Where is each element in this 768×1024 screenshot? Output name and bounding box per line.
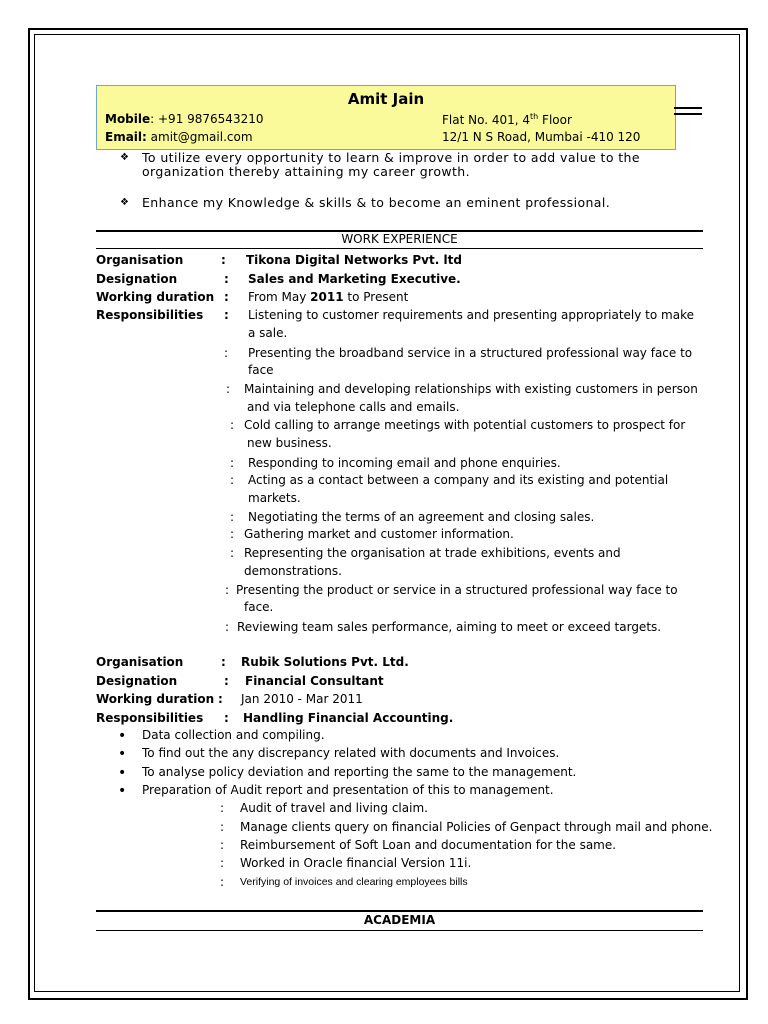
colon: :	[220, 801, 225, 815]
job1-resp-2b: face	[248, 363, 274, 377]
job2-organisation: Rubik Solutions Pvt. Ltd.	[241, 655, 409, 669]
bullet-icon: •	[118, 728, 127, 744]
job1-resp-11: Reviewing team sales performance, aiming to meet or exceed targets.	[237, 620, 662, 634]
header-rule-top	[674, 107, 702, 109]
job1-resp-5: Responding to incoming email and phone enquiries.	[248, 456, 561, 470]
colon: :	[230, 546, 235, 560]
job1-resp-7: Negotiating the terms of an agreement and closing sales.	[248, 510, 595, 524]
colon: :	[220, 875, 225, 889]
job1-resp-4a: Cold calling to arrange meetings with potential customers to prospect for	[244, 418, 686, 432]
job1-resp-9a: Representing the organisation at trade exhibitions, events and	[244, 546, 621, 560]
job1-resp-2a: Presenting the broadband service in a structured professional way face to	[248, 346, 693, 360]
job1-resp-6b: markets.	[248, 491, 301, 505]
job2-bullet-2: To find out the any discrepancy related with documents and Invoices.	[142, 746, 560, 760]
colon: :	[224, 308, 229, 322]
job1-resp-8: Gathering market and customer information.	[244, 527, 514, 541]
colon: :	[224, 711, 229, 725]
colon: :	[220, 820, 225, 834]
email-line	[105, 130, 253, 144]
job1-resp-9b: demonstrations.	[244, 564, 342, 578]
job2-sub-4: Worked in Oracle financial Version 11i.	[240, 856, 472, 870]
job2-sub-3: Reimbursement of Soft Loan and documentation for the same.	[240, 838, 617, 852]
address-line-1-text: Flat No. 401, 4	[442, 113, 531, 127]
academia-rule-top	[96, 910, 703, 912]
colon: :	[221, 253, 226, 267]
job1-organisation: Tikona Digital Networks Pvt. ltd	[246, 253, 462, 267]
colon: :	[218, 692, 223, 706]
colon: :	[230, 418, 235, 432]
colon: :	[224, 290, 229, 304]
colon: :	[224, 272, 229, 286]
job1-organisation-label: Organisation	[96, 253, 184, 267]
job1-resp-3a: Maintaining and developing relationships with existing customers in person	[244, 382, 698, 396]
academia-rule-bottom	[96, 930, 703, 931]
objective-1-line-1: To utilize every opportunity to learn & improve in order to add value to the	[142, 150, 640, 165]
candidate-name: Amit Jain	[347, 90, 425, 108]
colon: :	[220, 856, 225, 870]
job1-designation-label: Designation	[96, 272, 178, 286]
job2-resp-heading: Handling Financial Accounting.	[243, 711, 454, 725]
address-line-1	[442, 112, 572, 127]
job1-duration-year: 2011	[310, 290, 344, 304]
job2-bullet-1: Data collection and compiling.	[142, 728, 325, 742]
colon: :	[230, 527, 235, 541]
colon: :	[230, 473, 235, 487]
header-rule-bottom	[674, 113, 702, 115]
section-rule-bottom	[96, 248, 703, 249]
bullet-icon: •	[118, 746, 127, 762]
job1-resp-4b: new business.	[247, 436, 332, 450]
job1-resp-6a: Acting as a contact between a company and its existing and potential	[248, 473, 669, 487]
mobile-label: Mobile	[105, 112, 151, 126]
contact-header	[96, 85, 676, 150]
colon: :	[225, 620, 230, 634]
job1-duration-to: to Present	[343, 290, 409, 304]
job2-bullet-4: Preparation of Audit report and presentation of this to management.	[142, 783, 554, 797]
job1-responsibilities-label: Responsibilities	[96, 308, 204, 322]
job1-duration	[248, 290, 408, 304]
email-label: Email:	[105, 130, 147, 144]
colon: :	[224, 674, 229, 688]
address-line-2: 12/1 N S Road, Mumbai -410 120	[442, 130, 641, 144]
colon: :	[224, 346, 229, 360]
diamond-bullet-icon: ❖	[120, 152, 129, 163]
job2-responsibilities-label: Responsibilities	[96, 711, 204, 725]
job1-resp-10b: face.	[244, 600, 274, 614]
job2-duration-label: Working duration	[96, 692, 215, 706]
job1-resp-3b: and via telephone calls and emails.	[247, 400, 460, 414]
job1-resp-10a: Presenting the product or service in a structured professional way face to	[236, 583, 678, 597]
bullet-icon: •	[118, 765, 127, 781]
job2-sub-2: Manage clients query on financial Policies of Genpact through mail and phone.	[240, 820, 713, 834]
work-experience-title: WORK EXPERIENCE	[341, 232, 458, 246]
mobile-line	[105, 112, 263, 126]
objective-1-line-2: organization thereby attaining my career growth.	[142, 164, 470, 179]
colon: :	[221, 655, 226, 669]
job1-duration-from: From May	[248, 290, 311, 304]
address-line-1-floor: Floor	[538, 113, 572, 127]
job2-sub-5: Verifying of invoices and clearing employees bills	[240, 876, 468, 888]
objective-2: Enhance my Knowledge & skills & to become an eminent professional.	[142, 195, 611, 210]
colon: :	[225, 583, 230, 597]
job2-designation: Financial Consultant	[245, 674, 384, 688]
job1-duration-label: Working duration	[96, 290, 215, 304]
colon: :	[230, 456, 235, 470]
colon: :	[230, 510, 235, 524]
colon: :	[220, 838, 225, 852]
job2-duration: Jan 2010 - Mar 2011	[241, 692, 363, 706]
job1-resp-1b: a sale.	[248, 326, 288, 340]
bullet-icon: •	[118, 783, 127, 799]
job1-resp-1a: Listening to customer requirements and presenting appropriately to make	[248, 308, 694, 322]
job2-designation-label: Designation	[96, 674, 178, 688]
colon: :	[226, 382, 231, 396]
email-value[interactable]: amit@gmail.com	[150, 130, 253, 144]
job1-designation: Sales and Marketing Executive.	[248, 272, 461, 286]
academia-title: ACADEMIA	[363, 913, 436, 927]
diamond-bullet-icon: ❖	[120, 197, 129, 208]
address-superscript: th	[530, 112, 539, 121]
mobile-value: : +91 9876543210	[150, 112, 264, 126]
job2-bullet-3: To analyse policy deviation and reporting the same to the management.	[142, 765, 577, 779]
job2-organisation-label: Organisation	[96, 655, 184, 669]
job2-sub-1: Audit of travel and living claim.	[240, 801, 428, 815]
